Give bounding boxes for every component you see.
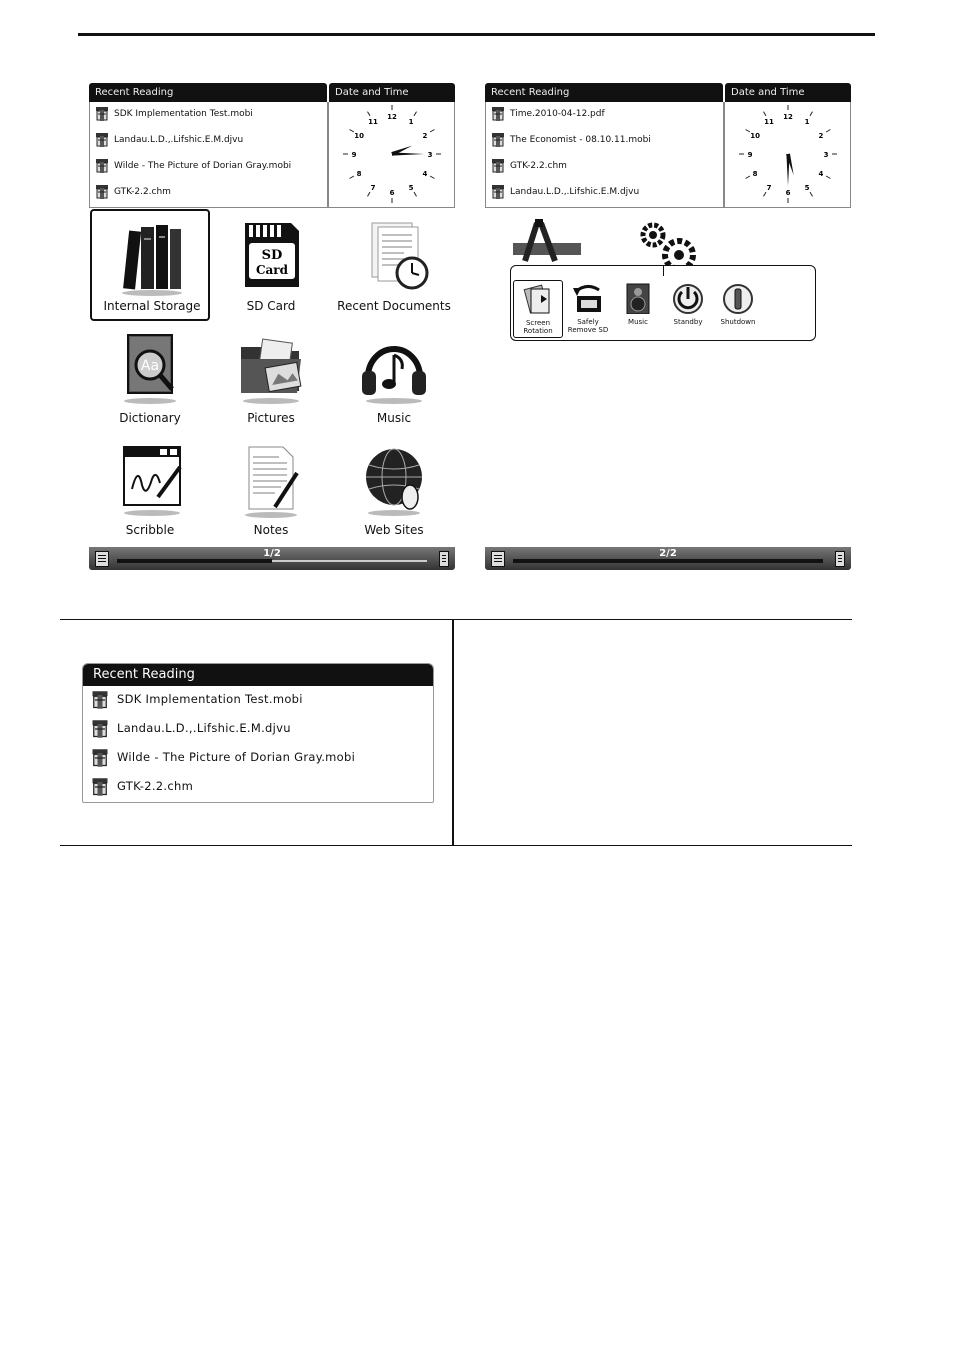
recent-reading-list [485,102,724,208]
app-scribble[interactable] [90,443,210,543]
recent-item[interactable]: Wilde - The Picture of Dorian Gray.mobi [94,156,291,176]
recent-item[interactable]: Time.2010-04-12.pdf [490,104,605,124]
app-recent-documents[interactable] [334,209,454,321]
app-pictures[interactable] [211,331,331,431]
recent-reading-header: Recent Reading [485,83,723,102]
clock-number: 10 [354,132,364,140]
book-file-icon [89,719,111,739]
clock-number: 1 [408,118,414,127]
books-icon [110,217,190,297]
popup-pointer [663,266,664,276]
recent-item[interactable]: Wilde - The Picture of Dorian Gray.mobi [89,746,355,768]
clock-number: 11 [368,118,378,127]
analog-clock [340,104,444,204]
recent-item[interactable]: Landau.L.D.,.Lifshic.E.M.djvu [94,130,243,150]
clock-number: 6 [785,189,791,197]
recent-item[interactable]: GTK-2.2.chm [89,775,193,797]
clock-number: 6 [389,189,395,197]
dictionary-icon [110,331,190,411]
popup-item-standby[interactable]: Standby [663,282,713,326]
clock-minute-hand [392,152,424,155]
page-progress-fill [513,559,823,563]
app-label: Music [376,411,412,425]
app-internal-storage[interactable] [90,209,210,321]
date-time-panel [328,102,455,208]
recent-reading-widget-large [82,663,434,803]
recent-reading-header: Recent Reading [83,664,433,686]
clock-number: 12 [387,113,397,121]
app-notes[interactable] [211,443,331,543]
book-file-icon [94,158,110,174]
status-bar [89,547,455,570]
clock-tick [810,192,813,196]
clock-tick [764,112,767,116]
book-file-icon [89,748,111,768]
book-file-icon [490,158,506,174]
clock-number: 3 [823,151,829,159]
home-screen-page-1 [89,83,455,570]
clock-number: 10 [750,132,760,140]
clock-tick [414,112,417,116]
clock-number: 3 [427,151,433,159]
page-progress-track [513,560,823,562]
app-label: Internal Storage [103,299,201,313]
clock-tick [414,192,417,196]
screen-rotation-icon [521,283,555,315]
recent-item[interactable]: SDK Implementation Test.mobi [89,688,303,710]
clock-tick [826,130,830,133]
date-time-header: Date and Time [725,83,851,102]
recent-item[interactable]: GTK-2.2.chm [490,156,567,176]
book-file-icon [490,106,506,122]
clock-number: 9 [747,151,753,159]
clock-number: 5 [408,183,414,192]
recent-documents-icon [354,217,434,297]
book-file-icon [89,690,111,710]
clock-number: 5 [804,183,810,192]
svg-text:Aa: Aa [140,358,160,374]
sd-card-icon [231,217,311,297]
remove-sd-icon [571,282,605,314]
clock-tick [826,176,830,179]
app-sd-card[interactable] [211,209,331,321]
top-rule [78,33,875,36]
clock-minute-hand [786,154,789,186]
standby-icon [671,282,705,314]
date-time-header: Date and Time [329,83,455,102]
page-progress-track [117,560,427,562]
shutdown-icon [721,282,755,314]
clock-tick [430,130,434,133]
clock-tick [810,112,813,116]
page-indicator: 1/2 [263,548,281,559]
clock-number: 11 [764,118,774,127]
clock-number: 8 [356,170,362,178]
app-label: Scribble [125,523,175,537]
clock-number: 2 [422,132,428,140]
page-progress-fill [117,559,272,563]
app-label: Web Sites [364,523,424,537]
analog-clock [736,104,840,204]
recent-item[interactable]: Landau.L.D.,.Lifshic.E.M.djvu [490,182,639,202]
clock-number: 1 [804,118,810,127]
clock-number: 9 [351,151,357,159]
notes-icon [231,443,311,523]
popup-item-music[interactable]: Music [613,282,663,326]
clock-tick [746,176,750,179]
home-screen-page-2 [485,83,851,570]
book-file-icon [490,132,506,148]
book-file-icon [89,777,111,797]
app-label: Dictionary [119,411,181,425]
speaker-icon [621,282,655,314]
globe-icon [354,443,434,523]
clock-number: 4 [422,170,428,178]
recent-item[interactable]: SDK Implementation Test.mobi [94,104,253,124]
clock-tick [746,130,750,133]
recent-reading-list [89,102,328,208]
battery-icon [439,551,449,567]
tools-icon [511,217,585,267]
recent-reading-header: Recent Reading [89,83,327,102]
clock-number: 2 [818,132,824,140]
clock-tick [368,112,371,116]
app-label: Pictures [247,411,295,425]
status-bar [485,547,851,570]
settings-gear-icon [637,219,701,267]
scribble-icon [110,443,190,523]
app-label: SD Card [246,299,296,313]
app-label: Recent Documents [337,299,451,313]
app-dictionary[interactable] [90,331,210,431]
popup-item-safely-remove-sd[interactable]: Safely Remove SD [563,282,613,334]
pictures-folder-icon [231,331,311,411]
battery-icon [835,551,845,567]
clock-tick [350,176,354,179]
clock-number: 12 [783,113,793,121]
app-label: Notes [253,523,289,537]
date-time-panel [724,102,851,208]
page-indicator: 2/2 [659,548,677,559]
recent-item[interactable]: GTK-2.2.chm [94,182,171,202]
clock-number: 7 [370,183,376,192]
popup-item-screen-rotation[interactable]: Screen Rotation [513,280,563,338]
clock-tick [430,176,434,179]
table-top-rule [60,619,852,620]
app-web-sites[interactable] [334,443,454,543]
book-file-icon [94,132,110,148]
table-divider [452,619,454,846]
clock-number: 4 [818,170,824,178]
table-bottom-rule [60,845,852,846]
recent-item[interactable]: Landau.L.D.,.Lifshic.E.M.djvu [89,717,291,739]
clock-number: 8 [752,170,758,178]
clock-number: 7 [766,183,772,192]
app-music[interactable] [334,331,454,431]
svg-text:Card: Card [255,263,289,277]
headphones-icon [354,331,434,411]
popup-item-shutdown[interactable]: Shutdown [713,282,763,326]
recent-item[interactable]: The Economist - 08.10.11.mobi [490,130,651,150]
clock-tick [350,130,354,133]
clock-tick [764,192,767,196]
book-file-icon [94,106,110,122]
svg-text:SD: SD [261,248,283,263]
book-file-icon [94,184,110,200]
quick-settings-popup [510,265,816,341]
book-file-icon [490,184,506,200]
clock-tick [368,192,371,196]
